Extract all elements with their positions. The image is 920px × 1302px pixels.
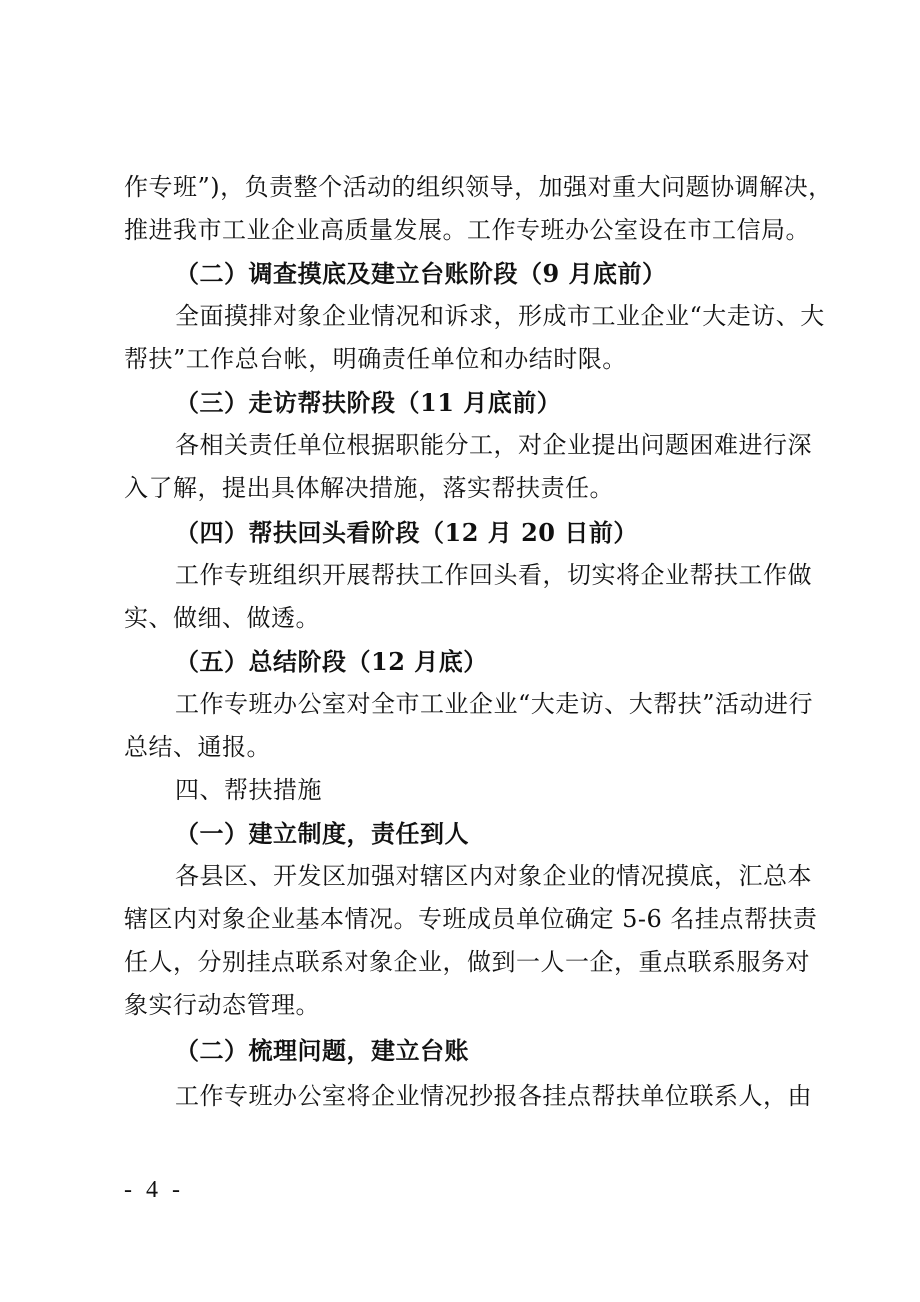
body-line: 帮扶”工作总台帐，明确责任单位和办结时限。: [124, 345, 627, 373]
body-line: 各县区、开发区加强对辖区内对象企业的情况摸底，汇总本: [175, 862, 812, 890]
section-heading-summary: （五）总结阶段（12 月底）: [175, 647, 488, 676]
body-line: 辖区内对象企业基本情况。专班成员单位确定 5-6 名挂点帮扶责: [124, 905, 818, 933]
body-line: 工作专班组织开展帮扶工作回头看，切实将企业帮扶工作做: [175, 561, 812, 589]
body-line: 总结、通报。: [124, 733, 271, 761]
body-line: 各相关责任单位根据职能分工，对企业提出问题困难进行深: [175, 431, 812, 459]
section-heading-system: （一）建立制度，责任到人: [175, 819, 469, 848]
section-heading-investigation: （二）调查摸底及建立台账阶段（9 月底前）: [175, 259, 667, 288]
page-number: - 4 -: [124, 1177, 184, 1203]
body-line: 工作专班办公室对全市工业企业“大走访、大帮扶”活动进行: [175, 690, 814, 718]
body-line-continuation: 作专班”)，负责整个活动的组织领导，加强对重大问题协调解决，: [124, 173, 833, 201]
body-line: 任人，分别挂点联系对象企业，做到一人一企，重点联系服务对: [124, 948, 810, 976]
body-line: 全面摸排对象企业情况和诉求，形成市工业企业“大走访、大: [175, 302, 825, 330]
section-heading-visit: （三）走访帮扶阶段（11 月底前）: [175, 388, 562, 417]
body-line: 象实行动态管理。: [124, 991, 320, 1019]
body-line: 推进我市工业企业高质量发展。工作专班办公室设在市工信局。: [124, 216, 810, 244]
chapter-heading-measures: 四、帮扶措施: [175, 776, 322, 804]
section-heading-review: （四）帮扶回头看阶段（12 月 20 日前）: [175, 518, 638, 547]
section-heading-ledger: （二）梳理问题，建立台账: [175, 1036, 469, 1065]
body-line: 工作专班办公室将企业情况抄报各挂点帮扶单位联系人，由: [175, 1082, 812, 1110]
body-line: 实、做细、做透。: [124, 604, 320, 632]
body-line: 入了解，提出具体解决措施，落实帮扶责任。: [124, 474, 614, 502]
